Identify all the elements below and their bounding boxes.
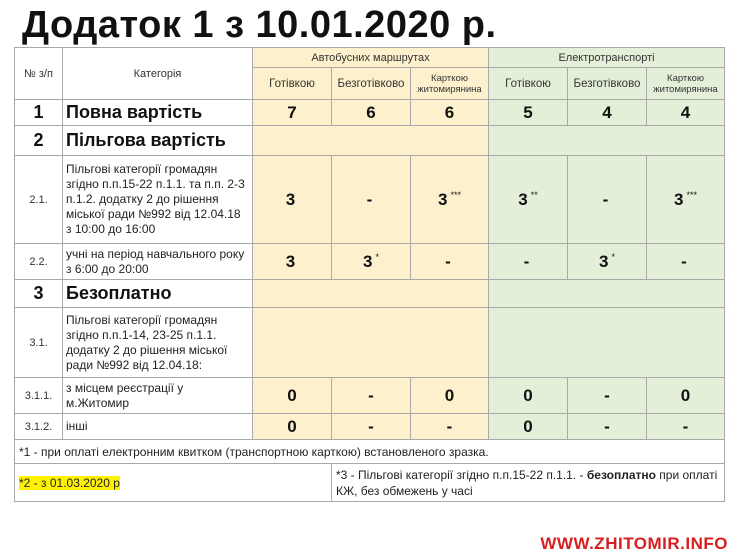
row-num: 1: [15, 100, 63, 126]
price-cell: 7: [253, 100, 332, 126]
price-cell: 3 ***: [647, 156, 725, 244]
col-header-el-noncash: Безготівково: [568, 68, 647, 100]
bus-empty-cell: [253, 280, 489, 308]
row-label: Безоплатно: [63, 280, 253, 308]
row-reduced-price: [15, 126, 725, 156]
price-cell: 3 **: [489, 156, 568, 244]
price-cell: 4: [568, 100, 647, 126]
col-header-num: № з/п: [15, 48, 63, 100]
footnote-1: *1 - при оплаті електронним квитком (транспортною карткою) встановленого зразка.: [15, 440, 725, 464]
tariff-table: [14, 47, 725, 502]
footnote-2-cell: [15, 464, 332, 502]
col-header-category: Категорія: [63, 48, 253, 100]
price-cell: 0: [253, 414, 332, 440]
row-num: 3.1.: [15, 308, 63, 378]
bus-empty-cell: [253, 308, 489, 378]
price-cell: 0: [411, 378, 489, 414]
price-cell: 6: [411, 100, 489, 126]
row-num: 2.2.: [15, 244, 63, 280]
price-cell: -: [568, 378, 647, 414]
row-2-1: [15, 156, 725, 244]
price-cell: -: [332, 156, 411, 244]
col-header-el-card: Карткою житомирянина: [647, 68, 725, 100]
row-num: 3.1.2.: [15, 414, 63, 440]
row-label: Пільгова вартість: [63, 126, 253, 156]
price-cell: 0: [489, 414, 568, 440]
row-num: 2.1.: [15, 156, 63, 244]
price-cell: 3: [253, 244, 332, 280]
row-label: з місцем реєстрації у м.Житомир: [63, 378, 253, 414]
col-group-electro: Електротранспорті: [489, 48, 725, 68]
bus-empty-cell: [253, 126, 489, 156]
row-free: [15, 280, 725, 308]
col-header-bus-noncash: Безготівково: [332, 68, 411, 100]
price-cell: 3 ***: [411, 156, 489, 244]
row-num: 2: [15, 126, 63, 156]
note-row-2: [15, 464, 725, 502]
footnote-2: *2 - з 01.03.2020 р: [19, 475, 120, 490]
price-cell: 3: [253, 156, 332, 244]
row-label: Пільгові категорії громадян згідно п.п.1-14, 23-25 п.1.1. додатку 2 до рішення міської ради №992 від 12.04.18:: [63, 308, 253, 378]
col-group-bus: Автобусних маршрутах: [253, 48, 489, 68]
price-cell: -: [647, 414, 725, 440]
row-3-1: [15, 308, 725, 378]
price-cell: -: [332, 378, 411, 414]
header-row-groups: [15, 48, 725, 68]
price-cell: 0: [489, 378, 568, 414]
price-cell: 5: [489, 100, 568, 126]
col-header-bus-cash: Готівкою: [253, 68, 332, 100]
price-cell: 3 *: [332, 244, 411, 280]
price-cell: 4: [647, 100, 725, 126]
row-3-1-1: [15, 378, 725, 414]
price-cell: -: [332, 414, 411, 440]
price-cell: -: [568, 156, 647, 244]
col-header-bus-card: Карткою житомирянина: [411, 68, 489, 100]
price-cell: -: [568, 414, 647, 440]
price-cell: -: [489, 244, 568, 280]
electro-empty-cell: [489, 280, 725, 308]
row-label: інші: [63, 414, 253, 440]
footnote-3: *3 - Пільгові категорії згідно п.п.15-22 п.1.1. - безоплатно при оплаті КЖ, без обмежень у часі: [332, 464, 725, 502]
row-label: учні на період навчального року з 6:00 до 20:00: [63, 244, 253, 280]
price-cell: 0: [647, 378, 725, 414]
row-num: 3: [15, 280, 63, 308]
row-2-2: [15, 244, 725, 280]
row-full-price: [15, 100, 725, 126]
row-3-1-2: [15, 414, 725, 440]
col-header-el-cash: Готівкою: [489, 68, 568, 100]
watermark-logo: WWW.ZHITOMIR.INFO: [540, 534, 728, 553]
row-num: 3.1.1.: [15, 378, 63, 414]
note-row-1: [15, 440, 725, 464]
price-cell: -: [411, 244, 489, 280]
price-cell: 6: [332, 100, 411, 126]
price-cell: 3 *: [568, 244, 647, 280]
electro-empty-cell: [489, 126, 725, 156]
price-cell: 0: [253, 378, 332, 414]
price-cell: -: [647, 244, 725, 280]
electro-empty-cell: [489, 308, 725, 378]
row-label: Пільгові категорії громадян згідно п.п.15-22 п.1.1. та п.п. 2-3 п.1.2. додатку 2 до рішення міської ради №992 від 12.04.18 з 10:00 до 16:00: [63, 156, 253, 244]
page-title: Додаток 1 з 10.01.2020 р.: [22, 4, 497, 46]
price-cell: -: [411, 414, 489, 440]
row-label: Повна вартість: [63, 100, 253, 126]
